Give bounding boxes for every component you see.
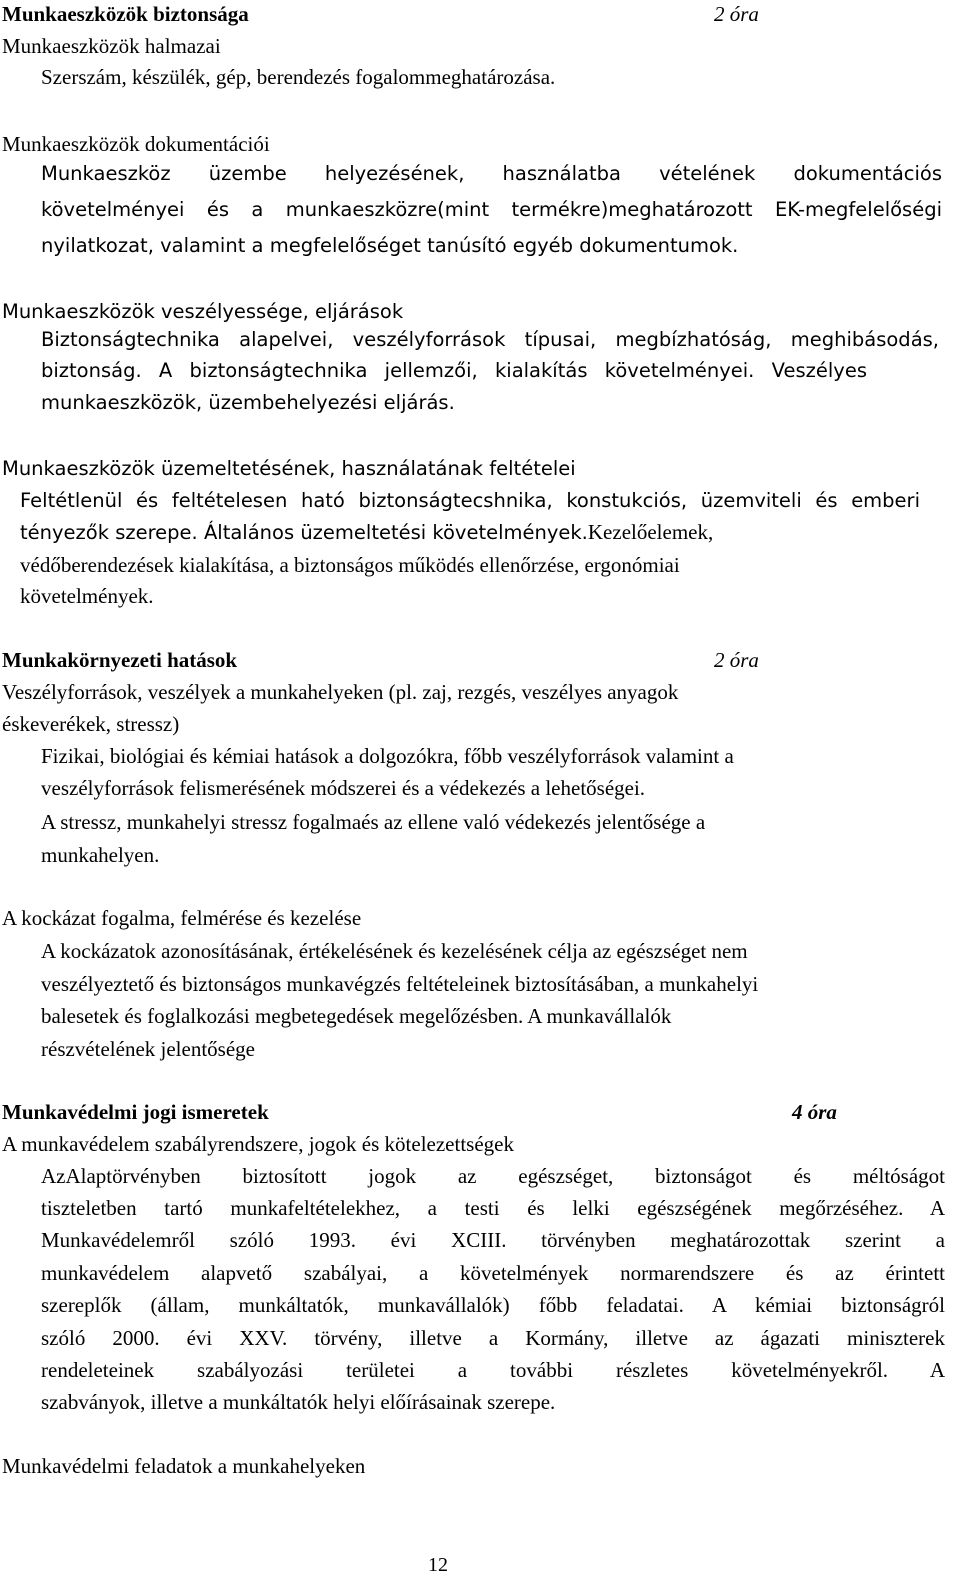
subheading: Veszélyforrások, veszélyek a munkahelyeken (pl. zaj, rezgés, veszélyes anyagok	[2, 680, 679, 704]
text-line: Munkaeszköz üzembe helyezésének, használatba vételének dokumentációs	[41, 162, 942, 185]
text-line: munkaeszközök, üzembehelyezési eljárás.	[41, 391, 455, 414]
section-hours: 2 óra	[714, 2, 759, 26]
text-line: biztonság. A biztonságtechnika jellemzői, kialakítás követelményei. Veszélyes	[41, 359, 867, 382]
text-line	[20, 518, 713, 547]
text-line: követelményei és a munkaeszközre(mint termékre)meghatározott EK-megfelelőségi	[41, 198, 942, 221]
text-line: AzAlaptörvényben biztosított jogok az egészséget, biztonságot és méltóságot	[41, 1164, 945, 1188]
subheading: A munkavédelem szabályrendszere, jogok és kötelezettségek	[2, 1132, 514, 1156]
text-line: szereplők (állam, munkáltatók, munkavállalók) főbb feladatai. A kémiai biztonságról	[41, 1293, 945, 1317]
text-line: Biztonságtechnika alapelvei, veszélyforrások típusai, megbízhatóság, meghibásodás,	[41, 328, 939, 351]
subheading: éskeverékek, stressz)	[2, 712, 180, 736]
text-line: védőberendezések kialakítása, a biztonságos működés ellenőrzése, ergonómiai	[20, 553, 680, 577]
text-line: balesetek és foglalkozási megbetegedések megelőzésben. A munkavállalók	[41, 1004, 672, 1028]
text-line: tiszteletben tartó munkafeltételekhez, a testi és lelki egészségének megőrzéséhez. A	[41, 1196, 945, 1220]
subheading: A kockázat fogalma, felmérése és kezelése	[2, 906, 362, 930]
text-line: veszélyeztető és biztonságos munkavégzés feltételeinek biztosításában, a munkahelyi	[41, 972, 759, 996]
text-line: követelmények.	[20, 584, 154, 608]
section-title: Munkavédelmi jogi ismeretek	[2, 1100, 269, 1124]
text-line: munkavédelem alapvető szabályai, a követelmények normarendszere és az érintett	[41, 1261, 945, 1285]
text-line: Szerszám, készülék, gép, berendezés fogalommeghatározása.	[41, 65, 556, 89]
subheading: Munkavédelmi feladatok a munkahelyeken	[2, 1454, 366, 1478]
page-number: 12	[428, 1554, 448, 1576]
subheading: Munkaeszközök üzemeltetésének, használatának feltételei	[2, 457, 576, 480]
text-span: tényezők szerepe. Általános üzemeltetési követelmények.	[20, 521, 588, 544]
text-line: veszélyforrások felismerésének módszerei és a védekezés a lehetőségei.	[41, 776, 646, 800]
text-line: A kockázatok azonosításának, értékelésének és kezelésének célja az egészséget nem	[41, 939, 748, 963]
section-title: Munkakörnyezeti hatások	[2, 648, 238, 672]
section-hours: 2 óra	[714, 648, 759, 672]
text-line: Munkavédelemről szóló 1993. évi XCIII. törvényben meghatározottak szerint a	[41, 1228, 945, 1252]
section-title: Munkaeszközök biztonsága	[2, 2, 249, 26]
text-span: Kezelőelemek,	[587, 520, 714, 544]
text-line: rendeleteinek szabályozási területei a további részletes követelményekről. A	[41, 1358, 945, 1382]
text-line: nyilatkozat, valamint a megfelelőséget tanúsító egyéb dokumentumok.	[41, 234, 739, 257]
subheading: Munkaeszközök veszélyessége, eljárások	[2, 300, 404, 323]
text-line: szóló 2000. évi XXV. törvény, illetve a Kormány, illetve az ágazati miniszterek	[41, 1326, 945, 1350]
subheading: Munkaeszközök dokumentációi	[2, 132, 270, 156]
subheading: Munkaeszközök halmazai	[2, 34, 221, 58]
text-line: Feltétlenül és feltételesen ható biztonságtecshnika, konstukciós, üzemviteli és emberi	[20, 489, 920, 512]
text-line: munkahelyen.	[41, 843, 160, 867]
text-line: A stressz, munkahelyi stressz fogalmaés az ellene való védekezés jelentősége a	[41, 810, 706, 834]
text-line: szabványok, illetve a munkáltatók helyi előírásainak szerepe.	[41, 1390, 556, 1414]
section-hours: 4 óra	[792, 1100, 837, 1124]
text-line: Fizikai, biológiai és kémiai hatások a dolgozókra, főbb veszélyforrások valamint a	[41, 744, 734, 768]
text-line: részvételének jelentősége	[41, 1037, 255, 1061]
